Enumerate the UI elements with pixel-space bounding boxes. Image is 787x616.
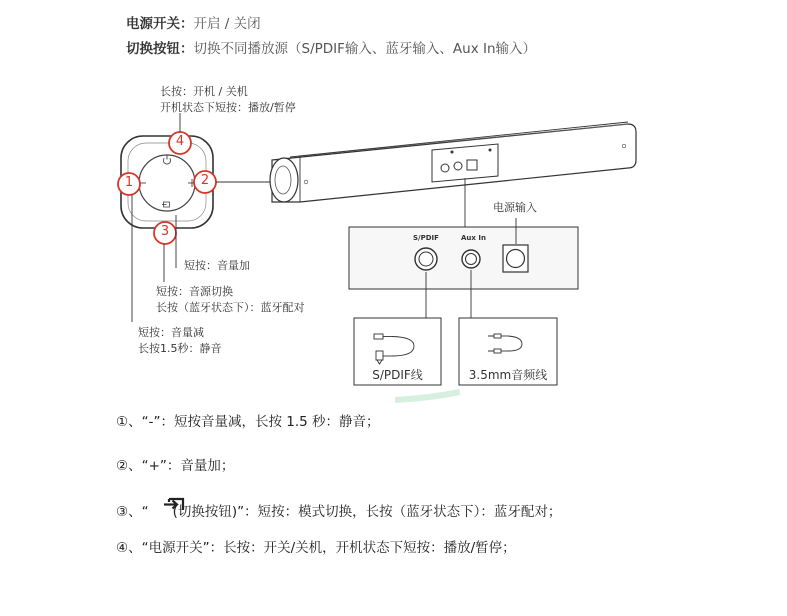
switch-button-label: 切换按钮：: [126, 41, 194, 57]
decor-arc: [395, 392, 460, 400]
power-switch-label: 电源开关：: [126, 16, 194, 32]
note-3-suffix: (切换按钮)”：短按：模式切换，长按（蓝牙状态下）：蓝牙配对；: [172, 504, 562, 520]
callout-power: [160, 84, 296, 116]
power-input-label: 电源输入: [493, 201, 537, 214]
callout-power-line1: 长按：开机 / 关机: [160, 85, 248, 98]
marker-4-label: 4: [175, 134, 185, 149]
switch-button-value: 切换不同播放源（S/PDIF输入、蓝牙输入、Aux In输入）: [193, 41, 537, 57]
power-switch-value: 开启 / 关闭: [193, 16, 261, 32]
callout-source: [156, 284, 305, 316]
note-3: [116, 500, 561, 520]
marker-3-label: 3: [160, 224, 170, 239]
callout-minus-line1: 短按：音量减: [138, 326, 204, 339]
callout-minus: [138, 325, 222, 357]
note-2: ②、“+”：音量加；: [116, 458, 235, 474]
marker-1-label: 1: [124, 175, 134, 190]
spdif-cable-label: S/PDIF线: [372, 368, 423, 382]
power-port: [503, 245, 528, 272]
soundbar: [270, 122, 636, 202]
spdif-port-label: S/PDIF: [413, 234, 439, 242]
marker-2-label: 2: [200, 173, 210, 188]
aux-cable-label: 3.5mm音频线: [468, 368, 548, 382]
aux-port: [462, 250, 480, 268]
spdif-port: [415, 248, 437, 270]
aux-port-label: Aux In: [461, 234, 486, 242]
callout-plus: 短按：音量加: [184, 259, 250, 272]
callout-power-line2: 开机状态下短按：播放/暂停: [160, 101, 296, 114]
callout-source-line2: 长按（蓝牙状态下）：蓝牙配对: [156, 301, 305, 314]
callout-source-line1: 短按：音源切换: [156, 285, 233, 298]
note-4: ④、“电源开关”：长按：开关/关机，开机状态下短按：播放/暂停；: [116, 540, 516, 556]
note-3-prefix: ③、“: [116, 504, 149, 520]
note-1: ①、“-”：短按音量减，长按 1.5 秒：静音；: [116, 414, 380, 430]
callout-minus-line2: 长按1.5秒：静音: [138, 342, 222, 355]
